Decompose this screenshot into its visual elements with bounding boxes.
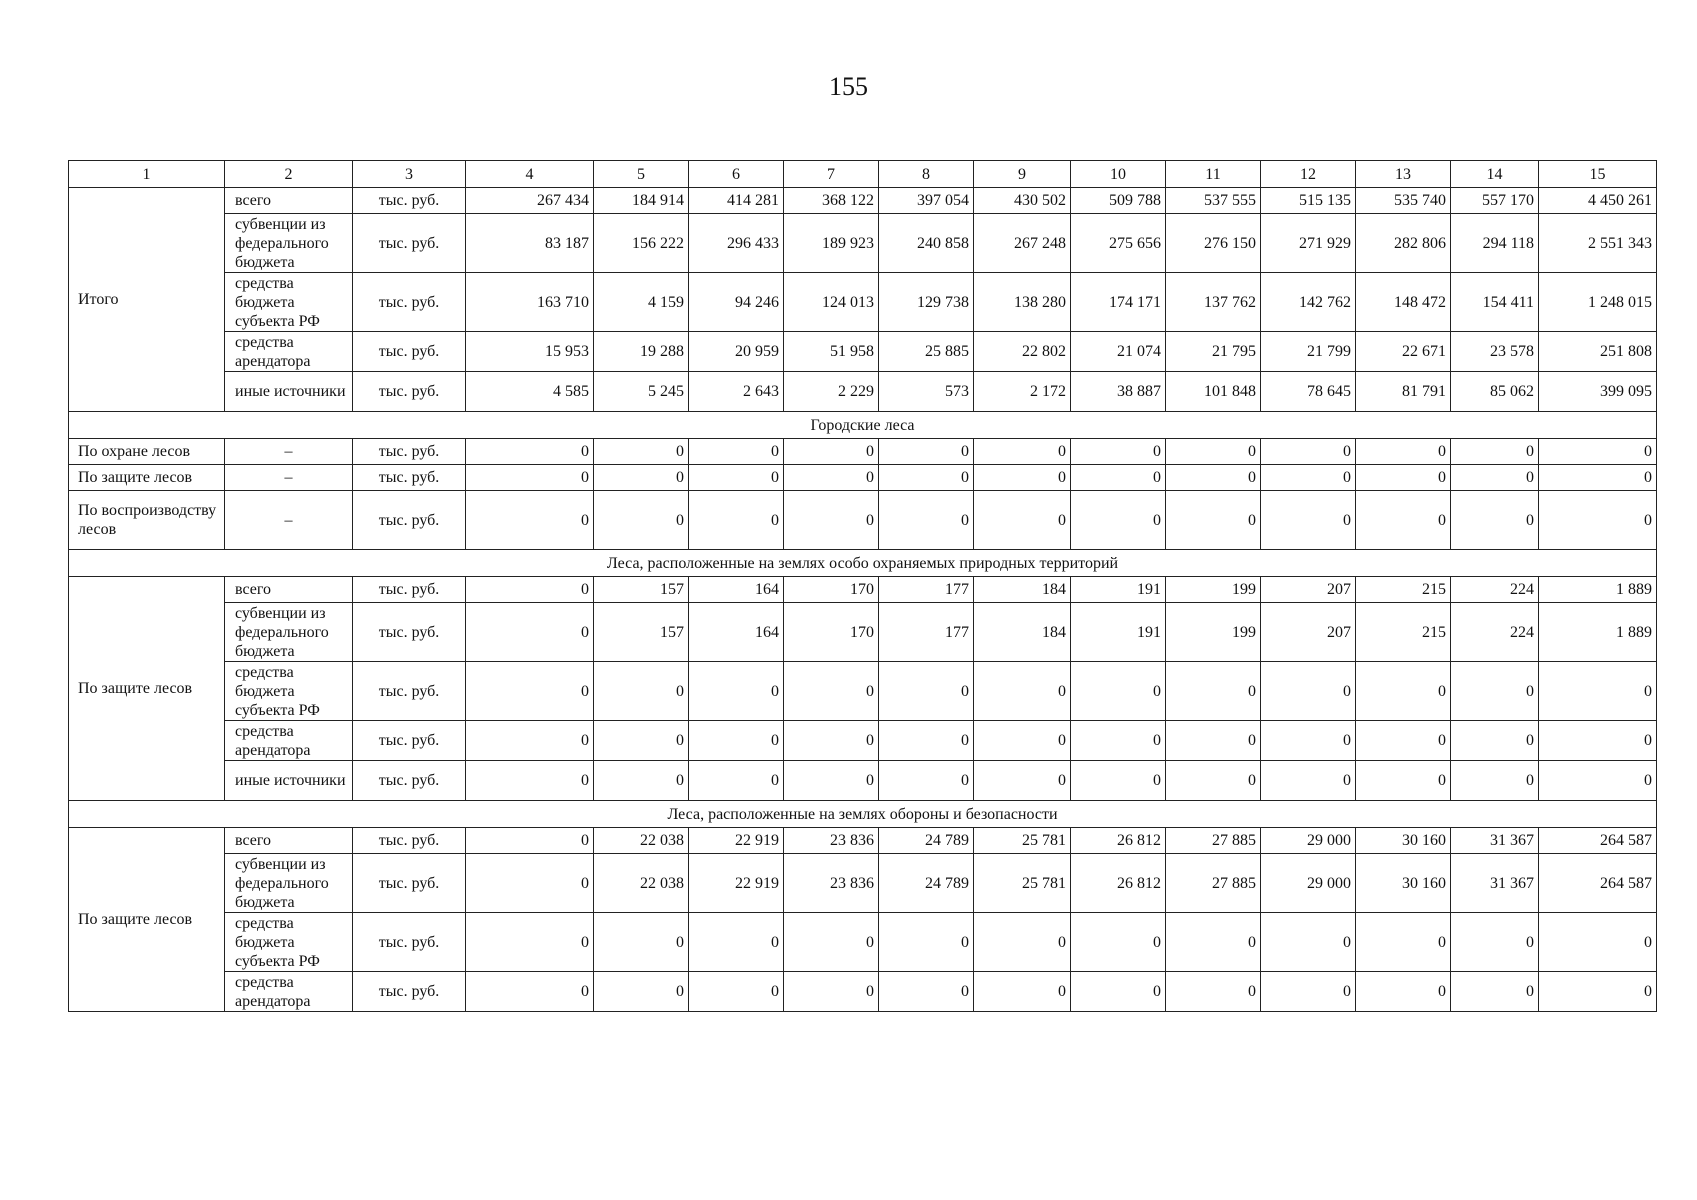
value-cell: 101 848 xyxy=(1166,372,1261,412)
value-cell: 2 172 xyxy=(974,372,1071,412)
table-row xyxy=(69,577,1657,603)
page-number: 155 xyxy=(829,72,868,101)
value-cell: 0 xyxy=(594,913,689,972)
unit-cell: тыс. руб. xyxy=(353,332,466,372)
column-header: 10 xyxy=(1071,161,1166,188)
value-cell: 267 248 xyxy=(974,214,1071,273)
value-cell: 0 xyxy=(1451,491,1539,550)
value-cell: 26 812 xyxy=(1071,828,1166,854)
financing-table xyxy=(68,160,1657,1012)
value-cell: 177 xyxy=(879,603,974,662)
value-cell: 0 xyxy=(594,491,689,550)
value-cell: 29 000 xyxy=(1261,828,1356,854)
value-cell: 0 xyxy=(1071,465,1166,491)
value-cell: 31 367 xyxy=(1451,854,1539,913)
value-cell: 0 xyxy=(689,761,784,801)
value-cell: 0 xyxy=(1539,721,1657,761)
table-row xyxy=(69,332,1657,372)
value-cell: 0 xyxy=(784,761,879,801)
value-cell: 0 xyxy=(466,972,594,1012)
value-cell: 282 806 xyxy=(1356,214,1451,273)
unit-cell: тыс. руб. xyxy=(353,577,466,603)
table-row xyxy=(69,761,1657,801)
value-cell: 0 xyxy=(1166,491,1261,550)
column-header: 11 xyxy=(1166,161,1261,188)
value-cell: 23 836 xyxy=(784,828,879,854)
value-cell: 224 xyxy=(1451,577,1539,603)
value-cell: 0 xyxy=(1166,913,1261,972)
value-cell: 148 472 xyxy=(1356,273,1451,332)
value-cell: 0 xyxy=(879,972,974,1012)
value-cell: 184 xyxy=(974,577,1071,603)
value-cell: 23 578 xyxy=(1451,332,1539,372)
funding-source: всего xyxy=(225,828,353,854)
value-cell: 0 xyxy=(1356,491,1451,550)
value-cell: 4 450 261 xyxy=(1539,188,1657,214)
value-cell: 20 959 xyxy=(689,332,784,372)
value-cell: 0 xyxy=(879,439,974,465)
value-cell: 414 281 xyxy=(689,188,784,214)
value-cell: 94 246 xyxy=(689,273,784,332)
value-cell: 224 xyxy=(1451,603,1539,662)
value-cell: 5 245 xyxy=(594,372,689,412)
value-cell: 2 551 343 xyxy=(1539,214,1657,273)
unit-cell: тыс. руб. xyxy=(353,465,466,491)
funding-source: – xyxy=(225,491,353,550)
value-cell: 164 xyxy=(689,577,784,603)
value-cell: 215 xyxy=(1356,577,1451,603)
section-title: Городские леса xyxy=(69,412,1657,439)
value-cell: 154 411 xyxy=(1451,273,1539,332)
value-cell: 399 095 xyxy=(1539,372,1657,412)
table-row xyxy=(69,828,1657,854)
value-cell: 0 xyxy=(1451,439,1539,465)
funding-source: субвенции из федерального бюджета xyxy=(225,214,353,273)
funding-source: всего xyxy=(225,577,353,603)
table-row xyxy=(69,854,1657,913)
value-cell: 0 xyxy=(1451,721,1539,761)
value-cell: 0 xyxy=(1071,662,1166,721)
value-cell: 0 xyxy=(1356,439,1451,465)
value-cell: 0 xyxy=(1539,491,1657,550)
value-cell: 0 xyxy=(689,439,784,465)
value-cell: 557 170 xyxy=(1451,188,1539,214)
value-cell: 0 xyxy=(1261,465,1356,491)
section-title: Леса, расположенные на землях обороны и безопасности xyxy=(69,801,1657,828)
value-cell: 509 788 xyxy=(1071,188,1166,214)
value-cell: 22 038 xyxy=(594,854,689,913)
column-header: 4 xyxy=(466,161,594,188)
value-cell: 26 812 xyxy=(1071,854,1166,913)
funding-source: – xyxy=(225,439,353,465)
value-cell: 163 710 xyxy=(466,273,594,332)
value-cell: 24 789 xyxy=(879,828,974,854)
value-cell: 215 xyxy=(1356,603,1451,662)
value-cell: 21 799 xyxy=(1261,332,1356,372)
row-label: По охране лесов xyxy=(69,439,225,465)
value-cell: 0 xyxy=(1356,721,1451,761)
value-cell: 0 xyxy=(466,603,594,662)
section-row xyxy=(69,801,1657,828)
value-cell: 0 xyxy=(879,491,974,550)
unit-cell: тыс. руб. xyxy=(353,854,466,913)
column-header: 8 xyxy=(879,161,974,188)
value-cell: 0 xyxy=(1451,761,1539,801)
value-cell: 0 xyxy=(1356,662,1451,721)
value-cell: 0 xyxy=(689,721,784,761)
unit-cell: тыс. руб. xyxy=(353,273,466,332)
value-cell: 22 802 xyxy=(974,332,1071,372)
value-cell: 537 555 xyxy=(1166,188,1261,214)
value-cell: 1 248 015 xyxy=(1539,273,1657,332)
value-cell: 2 229 xyxy=(784,372,879,412)
value-cell: 0 xyxy=(1166,972,1261,1012)
value-cell: 0 xyxy=(1261,761,1356,801)
value-cell: 430 502 xyxy=(974,188,1071,214)
funding-source: средства бюджета субъекта РФ xyxy=(225,913,353,972)
value-cell: 0 xyxy=(1261,491,1356,550)
section-title: Леса, расположенные на землях особо охраняемых природных территорий xyxy=(69,550,1657,577)
section-row xyxy=(69,550,1657,577)
unit-cell: тыс. руб. xyxy=(353,214,466,273)
unit-cell: тыс. руб. xyxy=(353,972,466,1012)
value-cell: 164 xyxy=(689,603,784,662)
header-row xyxy=(69,161,1657,188)
value-cell: 0 xyxy=(466,439,594,465)
group-label: По защите лесов xyxy=(69,577,225,801)
value-cell: 184 xyxy=(974,603,1071,662)
funding-source: всего xyxy=(225,188,353,214)
value-cell: 0 xyxy=(466,491,594,550)
value-cell: 137 762 xyxy=(1166,273,1261,332)
unit-cell: тыс. руб. xyxy=(353,188,466,214)
value-cell: 191 xyxy=(1071,603,1166,662)
value-cell: 368 122 xyxy=(784,188,879,214)
value-cell: 0 xyxy=(466,465,594,491)
value-cell: 0 xyxy=(689,662,784,721)
value-cell: 0 xyxy=(594,972,689,1012)
row-label: По воспроизводству лесов xyxy=(69,491,225,550)
value-cell: 0 xyxy=(466,577,594,603)
value-cell: 0 xyxy=(784,465,879,491)
funding-source: средства арендатора xyxy=(225,972,353,1012)
value-cell: 31 367 xyxy=(1451,828,1539,854)
value-cell: 0 xyxy=(974,662,1071,721)
value-cell: 157 xyxy=(594,577,689,603)
value-cell: 0 xyxy=(1539,761,1657,801)
unit-cell: тыс. руб. xyxy=(353,372,466,412)
value-cell: 276 150 xyxy=(1166,214,1261,273)
value-cell: 199 xyxy=(1166,603,1261,662)
value-cell: 0 xyxy=(1071,761,1166,801)
value-cell: 0 xyxy=(1071,439,1166,465)
funding-source: иные источники xyxy=(225,761,353,801)
funding-source: средства бюджета субъекта РФ xyxy=(225,662,353,721)
value-cell: 0 xyxy=(1261,913,1356,972)
group-label: По защите лесов xyxy=(69,828,225,1012)
value-cell: 535 740 xyxy=(1356,188,1451,214)
value-cell: 25 781 xyxy=(974,854,1071,913)
value-cell: 0 xyxy=(974,491,1071,550)
value-cell: 22 919 xyxy=(689,828,784,854)
value-cell: 0 xyxy=(1539,972,1657,1012)
column-header: 7 xyxy=(784,161,879,188)
column-header: 14 xyxy=(1451,161,1539,188)
value-cell: 0 xyxy=(879,721,974,761)
column-header: 6 xyxy=(689,161,784,188)
funding-source: средства арендатора xyxy=(225,721,353,761)
table-row xyxy=(69,439,1657,465)
value-cell: 0 xyxy=(689,913,784,972)
column-header: 2 xyxy=(225,161,353,188)
value-cell: 0 xyxy=(1071,491,1166,550)
value-cell: 0 xyxy=(466,854,594,913)
value-cell: 25 885 xyxy=(879,332,974,372)
value-cell: 0 xyxy=(784,972,879,1012)
value-cell: 0 xyxy=(1356,761,1451,801)
value-cell: 0 xyxy=(1261,972,1356,1012)
value-cell: 157 xyxy=(594,603,689,662)
value-cell: 0 xyxy=(689,491,784,550)
funding-source: средства бюджета субъекта РФ xyxy=(225,273,353,332)
value-cell: 397 054 xyxy=(879,188,974,214)
unit-cell: тыс. руб. xyxy=(353,761,466,801)
value-cell: 0 xyxy=(1356,913,1451,972)
column-header: 9 xyxy=(974,161,1071,188)
value-cell: 30 160 xyxy=(1356,828,1451,854)
value-cell: 0 xyxy=(594,761,689,801)
group-label: Итого xyxy=(69,188,225,412)
value-cell: 0 xyxy=(689,465,784,491)
table-row xyxy=(69,188,1657,214)
funding-source: субвенции из федерального бюджета xyxy=(225,603,353,662)
value-cell: 0 xyxy=(1539,439,1657,465)
column-header: 13 xyxy=(1356,161,1451,188)
value-cell: 0 xyxy=(466,761,594,801)
value-cell: 240 858 xyxy=(879,214,974,273)
value-cell: 0 xyxy=(1539,662,1657,721)
value-cell: 0 xyxy=(594,439,689,465)
unit-cell: тыс. руб. xyxy=(353,721,466,761)
value-cell: 0 xyxy=(974,913,1071,972)
unit-cell: тыс. руб. xyxy=(353,828,466,854)
value-cell: 25 781 xyxy=(974,828,1071,854)
value-cell: 0 xyxy=(1451,662,1539,721)
value-cell: 199 xyxy=(1166,577,1261,603)
value-cell: 174 171 xyxy=(1071,273,1166,332)
value-cell: 573 xyxy=(879,372,974,412)
table-row xyxy=(69,491,1657,550)
value-cell: 271 929 xyxy=(1261,214,1356,273)
value-cell: 0 xyxy=(784,721,879,761)
unit-cell: тыс. руб. xyxy=(353,913,466,972)
value-cell: 0 xyxy=(1071,972,1166,1012)
column-header: 5 xyxy=(594,161,689,188)
value-cell: 24 789 xyxy=(879,854,974,913)
table-row xyxy=(69,662,1657,721)
value-cell: 27 885 xyxy=(1166,854,1261,913)
value-cell: 0 xyxy=(1356,972,1451,1012)
row-label: По защите лесов xyxy=(69,465,225,491)
column-header: 15 xyxy=(1539,161,1657,188)
value-cell: 0 xyxy=(594,465,689,491)
value-cell: 85 062 xyxy=(1451,372,1539,412)
value-cell: 0 xyxy=(879,465,974,491)
value-cell: 0 xyxy=(974,465,1071,491)
value-cell: 22 919 xyxy=(689,854,784,913)
value-cell: 30 160 xyxy=(1356,854,1451,913)
value-cell: 19 288 xyxy=(594,332,689,372)
value-cell: 1 889 xyxy=(1539,603,1657,662)
unit-cell: тыс. руб. xyxy=(353,491,466,550)
value-cell: 0 xyxy=(784,662,879,721)
value-cell: 0 xyxy=(879,662,974,721)
value-cell: 4 585 xyxy=(466,372,594,412)
value-cell: 0 xyxy=(974,972,1071,1012)
value-cell: 189 923 xyxy=(784,214,879,273)
value-cell: 0 xyxy=(1261,721,1356,761)
value-cell: 207 xyxy=(1261,577,1356,603)
value-cell: 156 222 xyxy=(594,214,689,273)
value-cell: 22 038 xyxy=(594,828,689,854)
value-cell: 0 xyxy=(974,721,1071,761)
value-cell: 0 xyxy=(1166,439,1261,465)
value-cell: 515 135 xyxy=(1261,188,1356,214)
value-cell: 0 xyxy=(1451,913,1539,972)
value-cell: 21 795 xyxy=(1166,332,1261,372)
table-row xyxy=(69,273,1657,332)
value-cell: 296 433 xyxy=(689,214,784,273)
value-cell: 0 xyxy=(1451,465,1539,491)
value-cell: 83 187 xyxy=(466,214,594,273)
value-cell: 0 xyxy=(1166,662,1261,721)
value-cell: 0 xyxy=(689,972,784,1012)
value-cell: 0 xyxy=(1071,913,1166,972)
value-cell: 0 xyxy=(784,491,879,550)
column-header: 3 xyxy=(353,161,466,188)
value-cell: 264 587 xyxy=(1539,854,1657,913)
value-cell: 142 762 xyxy=(1261,273,1356,332)
unit-cell: тыс. руб. xyxy=(353,662,466,721)
value-cell: 275 656 xyxy=(1071,214,1166,273)
value-cell: 129 738 xyxy=(879,273,974,332)
table-row xyxy=(69,214,1657,273)
value-cell: 0 xyxy=(1539,913,1657,972)
value-cell: 4 159 xyxy=(594,273,689,332)
value-cell: 0 xyxy=(466,662,594,721)
value-cell: 0 xyxy=(879,761,974,801)
table-row xyxy=(69,372,1657,412)
value-cell: 0 xyxy=(974,439,1071,465)
value-cell: 124 013 xyxy=(784,273,879,332)
value-cell: 27 885 xyxy=(1166,828,1261,854)
table-row xyxy=(69,603,1657,662)
value-cell: 177 xyxy=(879,577,974,603)
value-cell: 0 xyxy=(1539,465,1657,491)
table-row xyxy=(69,721,1657,761)
column-header: 12 xyxy=(1261,161,1356,188)
value-cell: 267 434 xyxy=(466,188,594,214)
section-row xyxy=(69,412,1657,439)
value-cell: 15 953 xyxy=(466,332,594,372)
value-cell: 0 xyxy=(594,662,689,721)
value-cell: 0 xyxy=(594,721,689,761)
value-cell: 38 887 xyxy=(1071,372,1166,412)
value-cell: 294 118 xyxy=(1451,214,1539,273)
funding-source: иные источники xyxy=(225,372,353,412)
value-cell: 78 645 xyxy=(1261,372,1356,412)
value-cell: 2 643 xyxy=(689,372,784,412)
value-cell: 138 280 xyxy=(974,273,1071,332)
value-cell: 264 587 xyxy=(1539,828,1657,854)
value-cell: 251 808 xyxy=(1539,332,1657,372)
value-cell: 0 xyxy=(974,761,1071,801)
value-cell: 23 836 xyxy=(784,854,879,913)
value-cell: 184 914 xyxy=(594,188,689,214)
value-cell: 1 889 xyxy=(1539,577,1657,603)
value-cell: 0 xyxy=(784,439,879,465)
value-cell: 0 xyxy=(1166,761,1261,801)
value-cell: 81 791 xyxy=(1356,372,1451,412)
value-cell: 0 xyxy=(1166,721,1261,761)
value-cell: 0 xyxy=(879,913,974,972)
value-cell: 0 xyxy=(466,721,594,761)
value-cell: 0 xyxy=(784,913,879,972)
table-row xyxy=(69,465,1657,491)
value-cell: 0 xyxy=(1071,721,1166,761)
value-cell: 22 671 xyxy=(1356,332,1451,372)
funding-source: субвенции из федерального бюджета xyxy=(225,854,353,913)
value-cell: 0 xyxy=(1261,662,1356,721)
unit-cell: тыс. руб. xyxy=(353,603,466,662)
value-cell: 170 xyxy=(784,603,879,662)
value-cell: 29 000 xyxy=(1261,854,1356,913)
value-cell: 207 xyxy=(1261,603,1356,662)
value-cell: 0 xyxy=(1356,465,1451,491)
column-header: 1 xyxy=(69,161,225,188)
value-cell: 0 xyxy=(1261,439,1356,465)
unit-cell: тыс. руб. xyxy=(353,439,466,465)
value-cell: 0 xyxy=(1451,972,1539,1012)
value-cell: 170 xyxy=(784,577,879,603)
value-cell: 0 xyxy=(466,828,594,854)
funding-source: – xyxy=(225,465,353,491)
table-row xyxy=(69,913,1657,972)
table-row xyxy=(69,972,1657,1012)
value-cell: 21 074 xyxy=(1071,332,1166,372)
value-cell: 191 xyxy=(1071,577,1166,603)
value-cell: 0 xyxy=(466,913,594,972)
value-cell: 51 958 xyxy=(784,332,879,372)
value-cell: 0 xyxy=(1166,465,1261,491)
funding-source: средства арендатора xyxy=(225,332,353,372)
